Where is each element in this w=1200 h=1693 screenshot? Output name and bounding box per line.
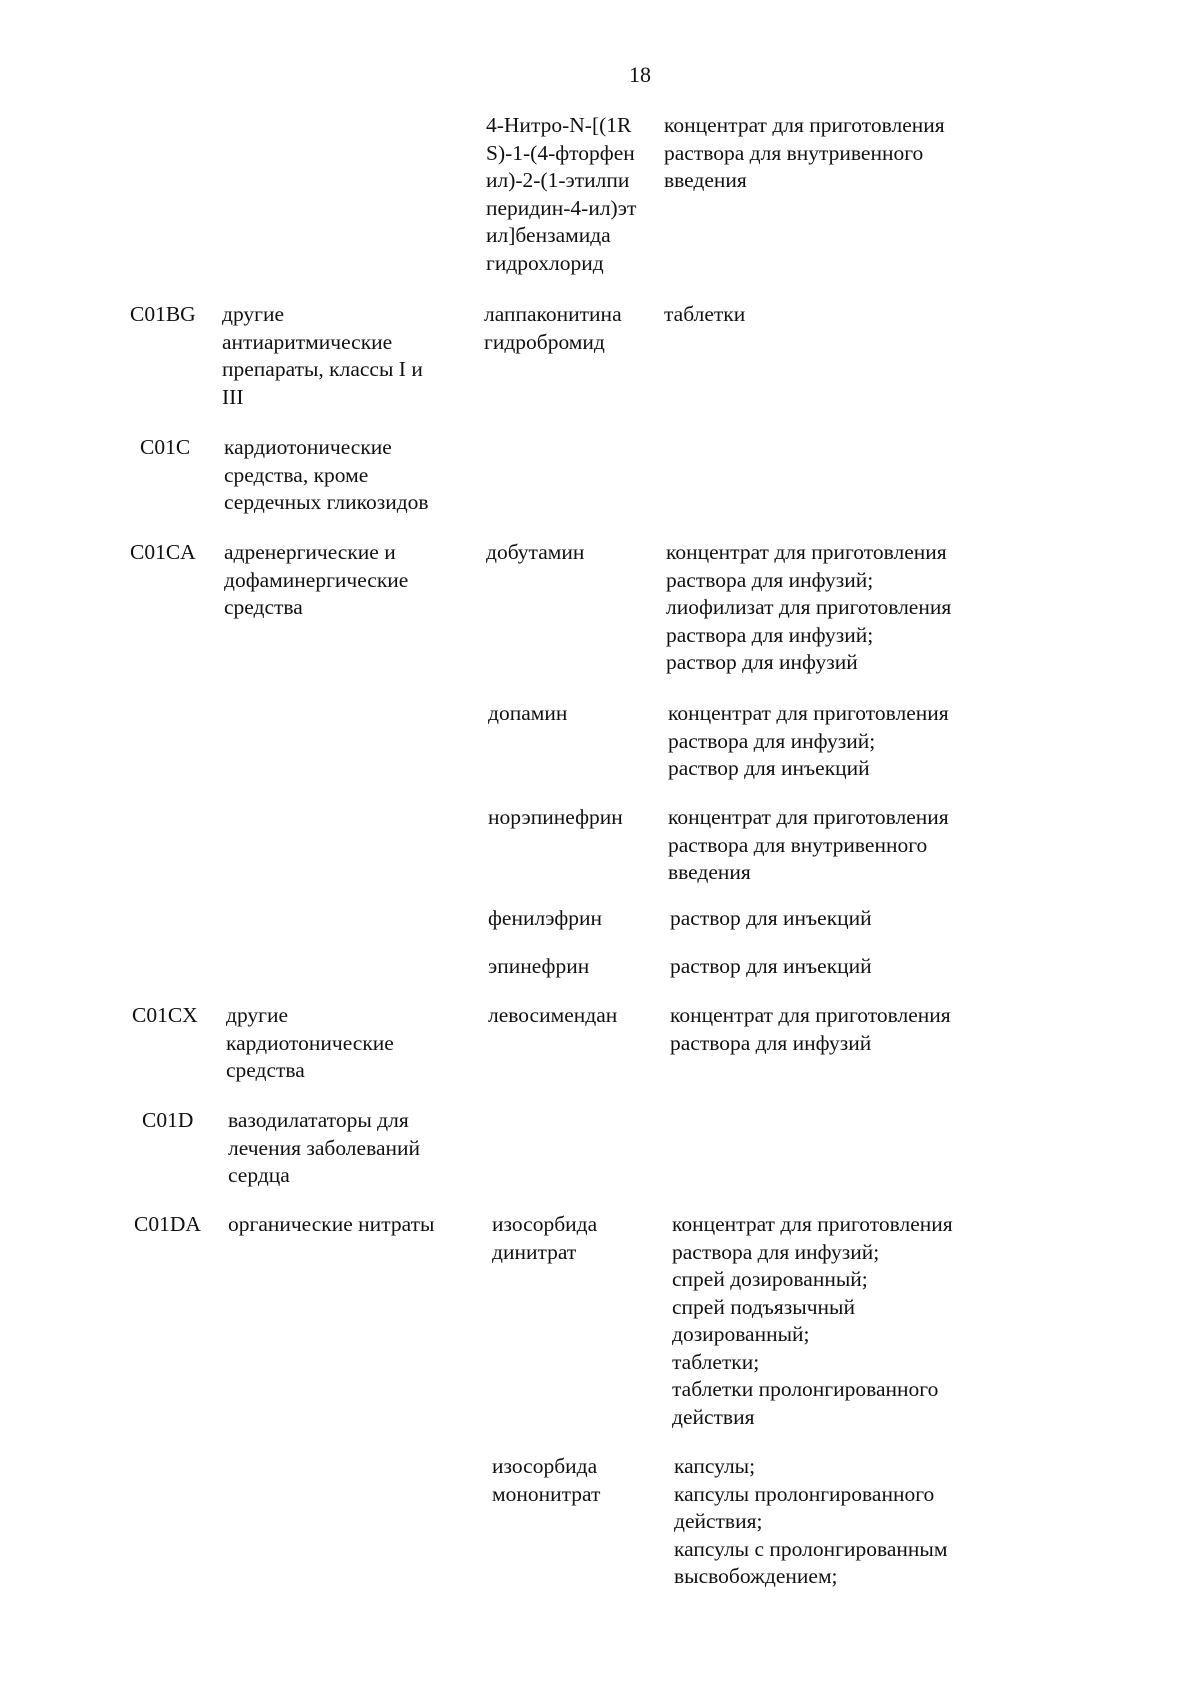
dosage-forms: концентрат для приготовления раствора для инфузий — [670, 1003, 951, 1055]
substance-name: лаппаконитина гидробромид — [484, 302, 622, 354]
substance-name: изосорбида мононитрат — [492, 1454, 601, 1506]
atc-group-name: другие кардиотонические средства — [226, 1003, 394, 1082]
dosage-forms: концентрат для приготовления раствора для внутривенного введения — [668, 805, 949, 884]
substance-name: фенилэфрин — [488, 906, 603, 930]
atc-group-name: органические нитраты — [228, 1212, 435, 1236]
substance-name: норэпинефрин — [488, 805, 623, 829]
atc-code: C01D — [142, 1108, 194, 1132]
atc-code: C01CA — [130, 540, 196, 564]
atc-group-name: кардиотонические средства, кроме сердечных гликозидов — [224, 435, 429, 514]
dosage-forms: концентрат для приготовления раствора для инфузий; спрей дозированный; спрей подъязычный дозированный; таблетки; таблетки пролонгированного действия — [672, 1212, 953, 1429]
substance-name: добутамин — [486, 540, 585, 564]
dosage-forms: таблетки — [664, 302, 746, 326]
atc-code: C01CX — [132, 1003, 198, 1027]
dosage-forms: раствор для инъекций — [670, 954, 872, 978]
substance-name: эпинефрин — [488, 954, 590, 978]
substance-name: левосимендан — [488, 1003, 618, 1027]
atc-group-name: вазодилататоры для лечения заболеваний сердца — [228, 1108, 421, 1187]
atc-group-name: адренергические и дофаминергические средства — [224, 540, 409, 619]
dosage-forms: концентрат для приготовления раствора для инфузий; раствор для инъекций — [668, 701, 949, 780]
dosage-forms: раствор для инъекций — [670, 906, 872, 930]
page-number: 18 — [629, 62, 651, 87]
dosage-forms: концентрат для приготовления раствора для инфузий; лиофилизат для приготовления раствора для инфузий; раствор для инфузий — [666, 540, 952, 674]
substance-name: изосорбида динитрат — [492, 1212, 598, 1264]
atc-code: C01C — [140, 435, 191, 459]
atc-code: C01DA — [134, 1212, 201, 1236]
dosage-forms: капсулы; капсулы пролонгированного действия; капсулы с пролонгированным высвобождением; — [674, 1454, 948, 1588]
atc-group-name: другие антиаритмические препараты, классы I и III — [222, 302, 423, 409]
substance-name: 4-Нитро-N-[(1R S)-1-(4-фторфен ил)-2-(1-этилпи перидин-4-ил)эт ил]бензамида гидрохлорид — [486, 113, 637, 275]
atc-code: C01BG — [130, 302, 196, 326]
dosage-forms: концентрат для приготовления раствора для внутривенного введения — [664, 113, 945, 192]
substance-name: допамин — [488, 701, 568, 725]
